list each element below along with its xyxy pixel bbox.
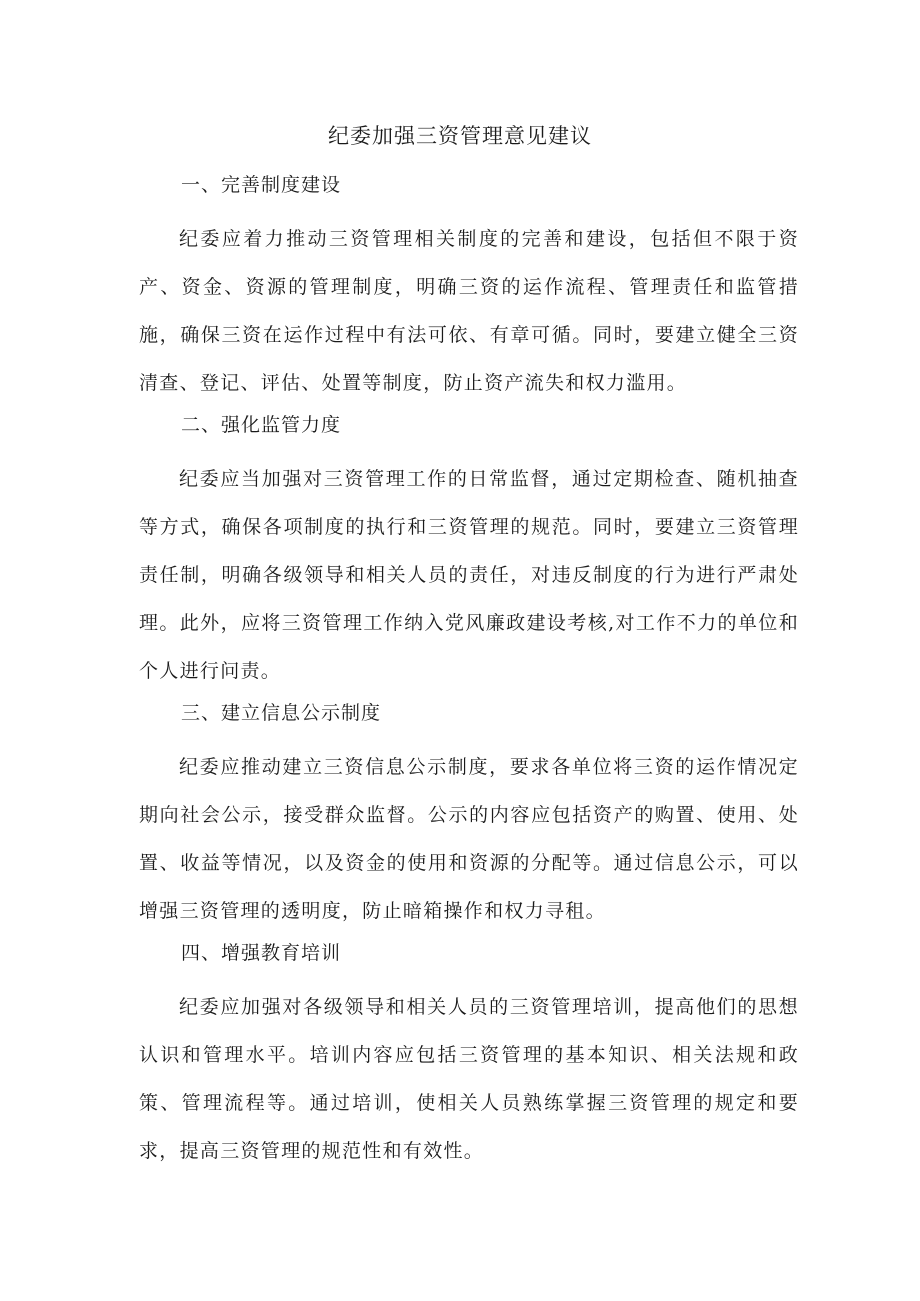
document-title: 纪委加强三资管理意见建议 — [328, 124, 592, 148]
section-1 — [139, 167, 799, 407]
section-4 — [139, 935, 799, 1175]
section-paragraph: 纪委应加强对各级领导和相关人员的三资管理培训，提高他们的思想认识和管理水平。培训内容应包括三资管理的基本知识、相关法规和政策、管理流程等。通过培训，使相关人员熟练掌握三资管理的规定和要求，提高三资管理的规范性和有效性。 — [139, 996, 799, 1162]
section-heading: 一、完善制度建设 — [181, 174, 342, 196]
section-paragraph: 纪委应当加强对三资管理工作的日常监督，通过定期检查、随机抽查等方式，确保各项制度的执行和三资管理的规范。同时，要建立三资管理责任制，明确各级领导和相关人员的责任，对违反制度的行为进行严肃处理。此外，应将三资管理工作纳入党风廉政建设考核,对工作不力的单位和个人进行问责。 — [139, 468, 799, 682]
section-3 — [139, 695, 799, 935]
document-content — [139, 167, 799, 1175]
section-paragraph: 纪委应推动建立三资信息公示制度，要求各单位将三资的运作情况定期向社会公示，接受群众监督。公示的内容应包括资产的购置、使用、处置、收益等情况，以及资金的使用和资源的分配等。通过信息公示，可以增强三资管理的透明度，防止暗箱操作和权力寻租。 — [139, 756, 799, 922]
section-heading: 四、增强教育培训 — [181, 942, 342, 964]
section-paragraph: 纪委应着力推动三资管理相关制度的完善和建设，包括但不限于资产、资金、资源的管理制度，明确三资的运作流程、管理责任和监管措施，确保三资在运作过程中有法可依、有章可循。同时，要建立健全三资清查、登记、评估、处置等制度，防止资产流失和权力滥用。 — [139, 228, 799, 394]
section-heading: 二、强化监管力度 — [181, 414, 342, 436]
section-2 — [139, 407, 799, 695]
section-heading: 三、建立信息公示制度 — [181, 702, 382, 724]
